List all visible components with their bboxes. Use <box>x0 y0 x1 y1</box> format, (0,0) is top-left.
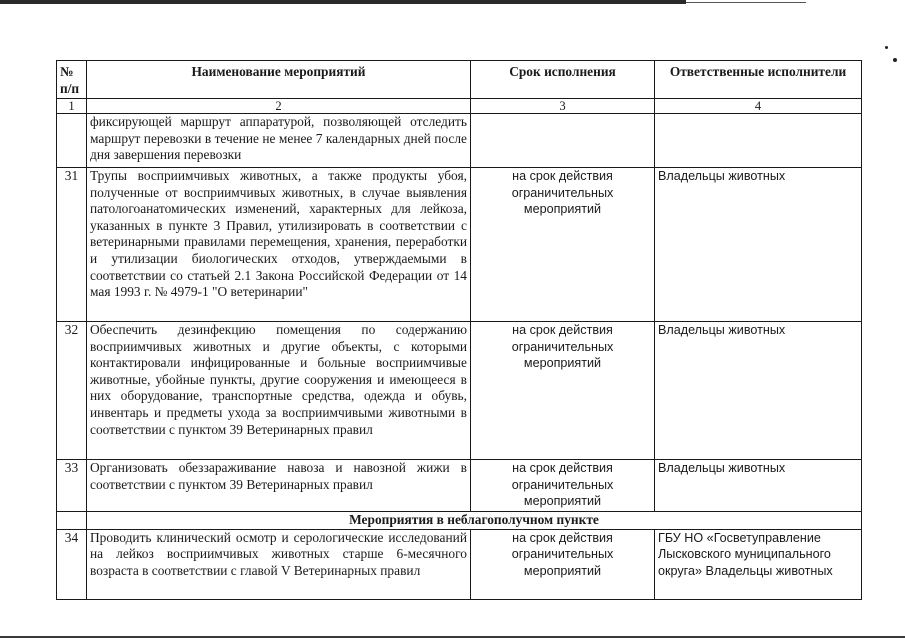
row-responsible <box>655 114 862 168</box>
table-header-row <box>57 61 862 99</box>
header-resp: Ответственные исполнители <box>655 61 862 99</box>
scan-speck <box>893 58 897 62</box>
header-term: Срок исполнения <box>471 61 655 99</box>
section-num-cell <box>57 512 87 530</box>
scan-speck <box>885 46 888 49</box>
row-description: Проводить клинический осмотр и серологические исследований на лейкоз восприимчивых животных старше 6-месячного возраста в соответствии с главой V Ветеринарных правил <box>87 529 471 599</box>
column-number: 1 <box>57 99 87 114</box>
row-term: на срок действия ограничительных мероприятий <box>471 529 655 599</box>
table-row <box>57 529 862 599</box>
column-numbers-row <box>57 99 862 114</box>
header-name: Наименование мероприятий <box>87 61 471 99</box>
row-description: Трупы восприимчивых животных, а также продукты убоя, полученные от восприимчивых животных, в случае выявления патологоанатомических изменений, характерных для лейкоза, указанных в пункте 3 Правил, утилизировать в соответствии с ветеринарными правилами перемещения, хранения, переработки и утилизации биологических отходов, утверждаемыми в соответствии со статьей 2.1 Закона Российской Федерации от 14 мая 1993 г. № 4979-1 "О ветеринарии" <box>87 168 471 322</box>
table-row <box>57 322 862 460</box>
scan-artifact-top <box>0 0 686 4</box>
row-number <box>57 114 87 168</box>
measures-table <box>56 60 862 600</box>
row-responsible: ГБУ НО «Госветуправление Лысковского муниципального округа» Владельцы животных <box>655 529 862 599</box>
table-row <box>57 168 862 322</box>
table-row <box>57 114 862 168</box>
row-description: фиксирующей маршрут аппаратурой, позволяющей отследить маршрут перевозки в течение не менее 7 календарных дней после дня завершения перевозки <box>87 114 471 168</box>
section-heading-row <box>57 512 862 530</box>
section-title: Мероприятия в неблагополучном пункте <box>87 512 862 530</box>
table-row <box>57 460 862 512</box>
row-number: 33 <box>57 460 87 512</box>
row-description: Организовать обеззараживание навоза и навозной жижи в соответствии с пунктом 39 Ветеринарных правил <box>87 460 471 512</box>
scan-artifact-top-thin <box>686 2 806 3</box>
row-number: 34 <box>57 529 87 599</box>
column-number: 4 <box>655 99 862 114</box>
scan-artifact-bottom <box>0 636 905 638</box>
column-number: 3 <box>471 99 655 114</box>
header-num: № п/п <box>57 61 87 99</box>
row-term: на срок действия ограничительных мероприятий <box>471 322 655 460</box>
row-responsible: Владельцы животных <box>655 168 862 322</box>
row-responsible: Владельцы животных <box>655 460 862 512</box>
row-responsible: Владельцы животных <box>655 322 862 460</box>
row-term: на срок действия ограничительных мероприятий <box>471 460 655 512</box>
row-term: на срок действия ограничительных мероприятий <box>471 168 655 322</box>
row-term <box>471 114 655 168</box>
row-number: 32 <box>57 322 87 460</box>
row-number: 31 <box>57 168 87 322</box>
column-number: 2 <box>87 99 471 114</box>
row-description: Обеспечить дезинфекцию помещения по содержанию восприимчивых животных и другие объекты, с которыми контактировали инфицированные и больные восприимчивые животные, убойные пункты, другие сооружения и имеющееся в них оборудование, транспортные средства, одежда и обувь, инвентарь и предметы ухода за восприимчивыми животными в соответствии с пунктом 39 Ветеринарных правил <box>87 322 471 460</box>
